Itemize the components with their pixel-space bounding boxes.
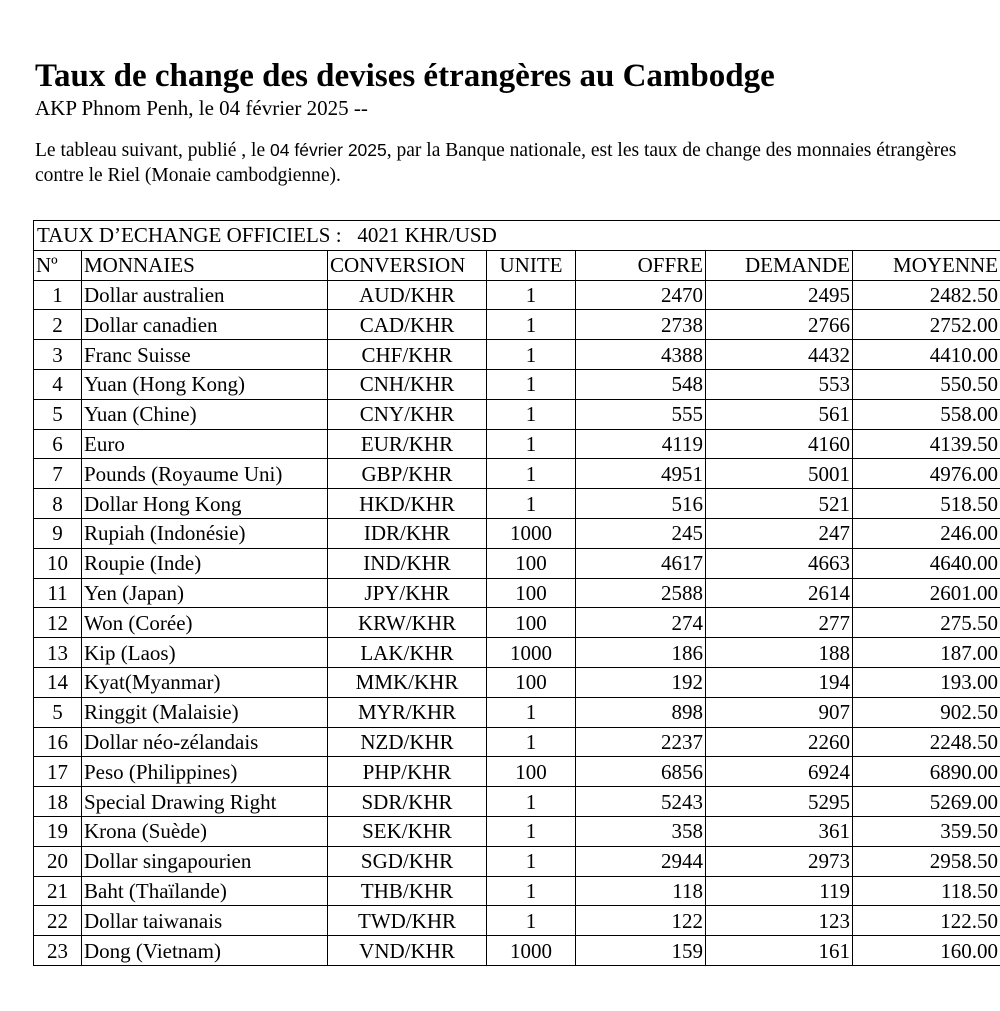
conversion-cell: PHP/KHR (328, 757, 487, 787)
row-number-cell: 20 (34, 846, 82, 876)
conversion-cell: CAD/KHR (328, 310, 487, 340)
conversion-cell: HKD/KHR (328, 489, 487, 519)
demand-cell: 4432 (706, 340, 853, 370)
table-row (34, 310, 1000, 340)
header-demand: DEMANDE (706, 250, 853, 280)
currency-name-cell: Euro (82, 429, 328, 459)
conversion-cell: VND/KHR (328, 936, 487, 966)
unit-cell: 1 (487, 340, 576, 370)
row-number-cell: 5 (34, 697, 82, 727)
average-cell: 5269.00 (853, 787, 1000, 817)
table-row (34, 340, 1000, 370)
unit-cell: 1 (487, 369, 576, 399)
row-number-cell: 13 (34, 638, 82, 668)
offer-cell: 245 (576, 518, 706, 548)
offer-cell: 4617 (576, 548, 706, 578)
row-number-cell: 6 (34, 429, 82, 459)
average-cell: 2752.00 (853, 310, 1000, 340)
demand-cell: 5001 (706, 459, 853, 489)
row-number-cell: 14 (34, 667, 82, 697)
table-row (34, 638, 1000, 668)
table-row (34, 816, 1000, 846)
header-average: MOYENNE (853, 250, 1000, 280)
offer-cell: 555 (576, 399, 706, 429)
demand-cell: 4160 (706, 429, 853, 459)
official-rate-row (34, 221, 1000, 251)
conversion-cell: IND/KHR (328, 548, 487, 578)
currency-name-cell: Dollar Hong Kong (82, 489, 328, 519)
intro-text-after: , par la Banque nationale, est les taux de change des monnaies étrangères contre le Riel (Monaie cambodgienne). (35, 140, 957, 186)
row-number-cell: 23 (34, 936, 82, 966)
unit-cell: 1 (487, 697, 576, 727)
demand-cell: 2260 (706, 727, 853, 757)
row-number-cell: 17 (34, 757, 82, 787)
average-cell: 2248.50 (853, 727, 1000, 757)
unit-cell: 1000 (487, 518, 576, 548)
unit-cell: 1 (487, 459, 576, 489)
row-number-cell: 2 (34, 310, 82, 340)
row-number-cell: 11 (34, 578, 82, 608)
currency-name-cell: Krona (Suède) (82, 816, 328, 846)
row-number-cell: 1 (34, 280, 82, 310)
table-row (34, 667, 1000, 697)
average-cell: 359.50 (853, 816, 1000, 846)
conversion-cell: MYR/KHR (328, 697, 487, 727)
average-cell: 193.00 (853, 667, 1000, 697)
intro-paragraph (35, 138, 1000, 188)
official-rate-label: TAUX D’ECHANGE OFFICIELS : (37, 223, 342, 248)
currency-name-cell: Pounds (Royaume Uni) (82, 459, 328, 489)
average-cell: 2958.50 (853, 846, 1000, 876)
offer-cell: 548 (576, 369, 706, 399)
currency-name-cell: Yuan (Hong Kong) (82, 369, 328, 399)
unit-cell: 1000 (487, 638, 576, 668)
demand-cell: 5295 (706, 787, 853, 817)
unit-cell: 1 (487, 310, 576, 340)
demand-cell: 188 (706, 638, 853, 668)
header-unit: UNITE (487, 250, 576, 280)
unit-cell: 1 (487, 429, 576, 459)
table-row (34, 727, 1000, 757)
average-cell: 558.00 (853, 399, 1000, 429)
row-number-cell: 4 (34, 369, 82, 399)
average-cell: 187.00 (853, 638, 1000, 668)
unit-cell: 1 (487, 727, 576, 757)
currency-name-cell: Dollar néo-zélandais (82, 727, 328, 757)
demand-cell: 4663 (706, 548, 853, 578)
offer-cell: 159 (576, 936, 706, 966)
unit-cell: 1 (487, 906, 576, 936)
average-cell: 118.50 (853, 876, 1000, 906)
conversion-cell: CHF/KHR (328, 340, 487, 370)
table-header-row (34, 250, 1000, 280)
unit-cell: 1 (487, 787, 576, 817)
conversion-cell: SEK/KHR (328, 816, 487, 846)
table-row (34, 757, 1000, 787)
header-num: Nº (34, 250, 82, 280)
currency-name-cell: Special Drawing Right (82, 787, 328, 817)
row-number-cell: 8 (34, 489, 82, 519)
average-cell: 122.50 (853, 906, 1000, 936)
offer-cell: 186 (576, 638, 706, 668)
conversion-cell: GBP/KHR (328, 459, 487, 489)
unit-cell: 1000 (487, 936, 576, 966)
table-row (34, 548, 1000, 578)
average-cell: 902.50 (853, 697, 1000, 727)
demand-cell: 907 (706, 697, 853, 727)
table-row (34, 787, 1000, 817)
offer-cell: 2738 (576, 310, 706, 340)
header-offer: OFFRE (576, 250, 706, 280)
row-number-cell: 19 (34, 816, 82, 846)
average-cell: 4640.00 (853, 548, 1000, 578)
page-title: Taux de change des devises étrangères au Cambodge (35, 58, 775, 94)
table-row (34, 608, 1000, 638)
average-cell: 4410.00 (853, 340, 1000, 370)
currency-name-cell: Yen (Japan) (82, 578, 328, 608)
offer-cell: 4388 (576, 340, 706, 370)
unit-cell: 100 (487, 667, 576, 697)
demand-cell: 161 (706, 936, 853, 966)
conversion-cell: MMK/KHR (328, 667, 487, 697)
demand-cell: 2495 (706, 280, 853, 310)
currency-name-cell: Kyat(Myanmar) (82, 667, 328, 697)
demand-cell: 123 (706, 906, 853, 936)
average-cell: 4139.50 (853, 429, 1000, 459)
row-number-cell: 9 (34, 518, 82, 548)
unit-cell: 100 (487, 578, 576, 608)
offer-cell: 122 (576, 906, 706, 936)
offer-cell: 118 (576, 876, 706, 906)
currency-name-cell: Franc Suisse (82, 340, 328, 370)
conversion-cell: CNY/KHR (328, 399, 487, 429)
row-number-cell: 16 (34, 727, 82, 757)
demand-cell: 194 (706, 667, 853, 697)
exchange-rate-table (33, 220, 1000, 966)
currency-name-cell: Dong (Vietnam) (82, 936, 328, 966)
table-row (34, 459, 1000, 489)
currency-name-cell: Dollar canadien (82, 310, 328, 340)
header-currency: MONNAIES (82, 250, 328, 280)
official-rate-cell (34, 221, 1000, 251)
offer-cell: 358 (576, 816, 706, 846)
currency-name-cell: Dollar australien (82, 280, 328, 310)
conversion-cell: NZD/KHR (328, 727, 487, 757)
demand-cell: 277 (706, 608, 853, 638)
row-number-cell: 22 (34, 906, 82, 936)
conversion-cell: SGD/KHR (328, 846, 487, 876)
demand-cell: 361 (706, 816, 853, 846)
table-row (34, 906, 1000, 936)
offer-cell: 4951 (576, 459, 706, 489)
row-number-cell: 5 (34, 399, 82, 429)
demand-cell: 561 (706, 399, 853, 429)
demand-cell: 2766 (706, 310, 853, 340)
currency-name-cell: Won (Corée) (82, 608, 328, 638)
unit-cell: 1 (487, 489, 576, 519)
currency-name-cell: Roupie (Inde) (82, 548, 328, 578)
conversion-cell: EUR/KHR (328, 429, 487, 459)
table-row (34, 489, 1000, 519)
average-cell: 4976.00 (853, 459, 1000, 489)
table-row (34, 936, 1000, 966)
average-cell: 518.50 (853, 489, 1000, 519)
offer-cell: 2944 (576, 846, 706, 876)
demand-cell: 553 (706, 369, 853, 399)
average-cell: 6890.00 (853, 757, 1000, 787)
intro-text-before: Le tableau suivant, publié , le (35, 140, 271, 161)
intro-date: 04 février 2025 (270, 140, 387, 160)
offer-cell: 274 (576, 608, 706, 638)
table-body (34, 221, 1000, 966)
row-number-cell: 12 (34, 608, 82, 638)
conversion-cell: SDR/KHR (328, 787, 487, 817)
average-cell: 160.00 (853, 936, 1000, 966)
currency-name-cell: Dollar taiwanais (82, 906, 328, 936)
average-cell: 550.50 (853, 369, 1000, 399)
average-cell: 2601.00 (853, 578, 1000, 608)
row-number-cell: 7 (34, 459, 82, 489)
conversion-cell: IDR/KHR (328, 518, 487, 548)
currency-name-cell: Ringgit (Malaisie) (82, 697, 328, 727)
offer-cell: 516 (576, 489, 706, 519)
average-cell: 2482.50 (853, 280, 1000, 310)
official-rate-value: 4021 KHR/USD (357, 223, 497, 248)
currency-name-cell: Yuan (Chine) (82, 399, 328, 429)
offer-cell: 2588 (576, 578, 706, 608)
table-row (34, 578, 1000, 608)
average-cell: 275.50 (853, 608, 1000, 638)
unit-cell: 100 (487, 608, 576, 638)
table-row (34, 369, 1000, 399)
offer-cell: 2237 (576, 727, 706, 757)
row-number-cell: 3 (34, 340, 82, 370)
conversion-cell: AUD/KHR (328, 280, 487, 310)
offer-cell: 5243 (576, 787, 706, 817)
average-cell: 246.00 (853, 518, 1000, 548)
demand-cell: 521 (706, 489, 853, 519)
unit-cell: 1 (487, 846, 576, 876)
unit-cell: 1 (487, 399, 576, 429)
header-conversion: CONVERSION (328, 250, 487, 280)
conversion-cell: CNH/KHR (328, 369, 487, 399)
table-row (34, 846, 1000, 876)
dateline: AKP Phnom Penh, le 04 février 2025 -- (35, 96, 368, 120)
table-row (34, 429, 1000, 459)
unit-cell: 1 (487, 876, 576, 906)
offer-cell: 6856 (576, 757, 706, 787)
table-row (34, 697, 1000, 727)
row-number-cell: 18 (34, 787, 82, 817)
conversion-cell: THB/KHR (328, 876, 487, 906)
row-number-cell: 10 (34, 548, 82, 578)
unit-cell: 100 (487, 548, 576, 578)
table-row (34, 280, 1000, 310)
currency-name-cell: Baht (Thaïlande) (82, 876, 328, 906)
demand-cell: 247 (706, 518, 853, 548)
offer-cell: 4119 (576, 429, 706, 459)
offer-cell: 192 (576, 667, 706, 697)
demand-cell: 2973 (706, 846, 853, 876)
unit-cell: 1 (487, 280, 576, 310)
table-row (34, 518, 1000, 548)
currency-name-cell: Peso (Philippines) (82, 757, 328, 787)
currency-name-cell: Rupiah (Indonésie) (82, 518, 328, 548)
offer-cell: 898 (576, 697, 706, 727)
conversion-cell: JPY/KHR (328, 578, 487, 608)
row-number-cell: 21 (34, 876, 82, 906)
demand-cell: 2614 (706, 578, 853, 608)
currency-name-cell: Dollar singapourien (82, 846, 328, 876)
conversion-cell: TWD/KHR (328, 906, 487, 936)
demand-cell: 6924 (706, 757, 853, 787)
table-row (34, 876, 1000, 906)
conversion-cell: KRW/KHR (328, 608, 487, 638)
demand-cell: 119 (706, 876, 853, 906)
currency-name-cell: Kip (Laos) (82, 638, 328, 668)
table-row (34, 399, 1000, 429)
unit-cell: 1 (487, 816, 576, 846)
offer-cell: 2470 (576, 280, 706, 310)
unit-cell: 100 (487, 757, 576, 787)
conversion-cell: LAK/KHR (328, 638, 487, 668)
